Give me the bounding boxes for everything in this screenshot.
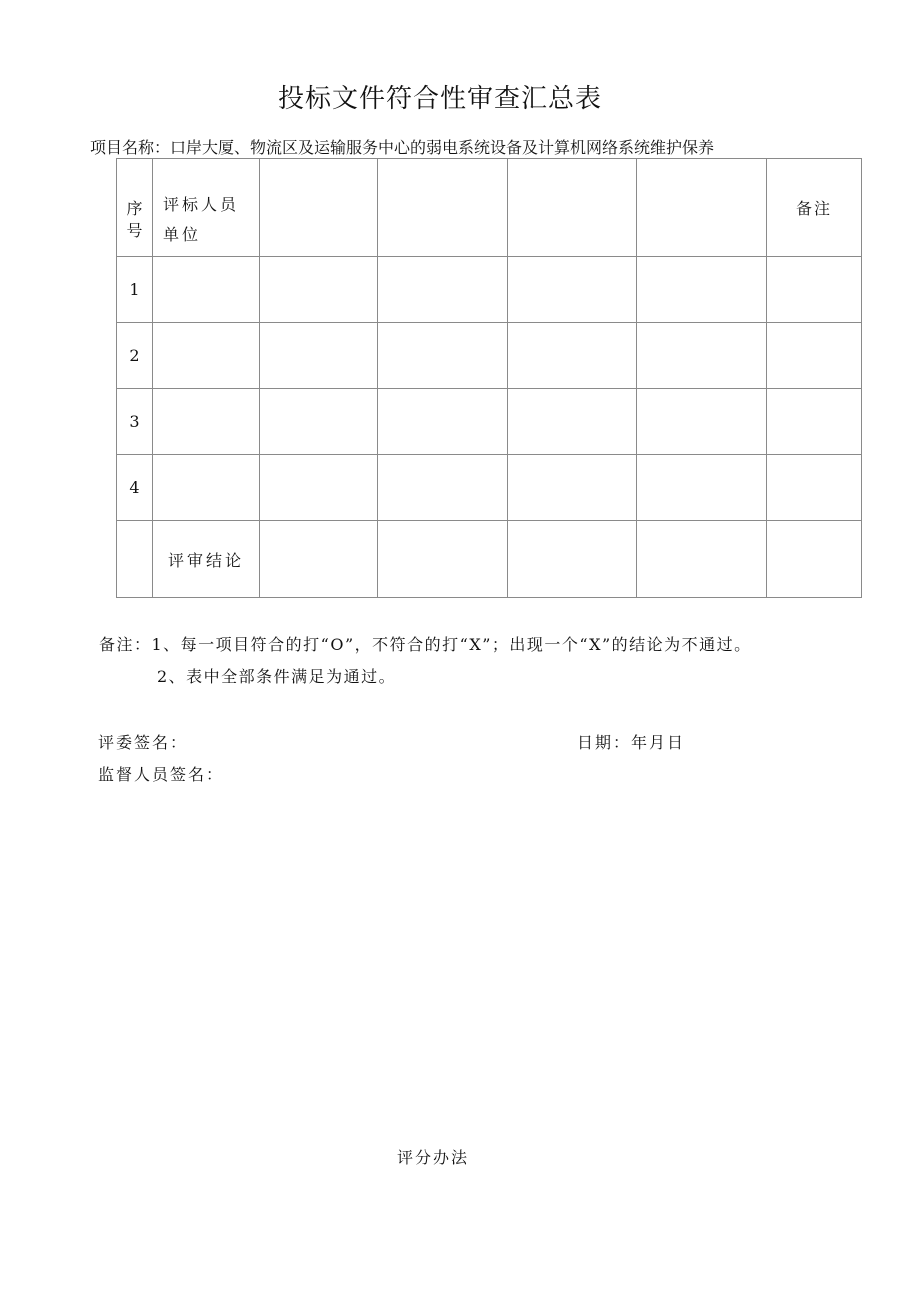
project-label: 项目名称： [90,138,171,157]
table-cell [767,521,862,598]
project-name: 口岸大厦、物流区及运输服务中心的弱电系统设备及计算机网络系统维护保养 [170,138,715,157]
header-note: 备注 [767,159,862,257]
table-cell [508,521,637,598]
table-row [117,389,862,455]
table-cell [153,389,260,455]
header-cell-blank [508,159,637,257]
table-cell [260,455,378,521]
table-cell [153,455,260,521]
table-cell [260,521,378,598]
row-seq: 2 [117,323,153,389]
row-seq: 4 [117,455,153,521]
table-row [117,257,862,323]
table-cell [378,521,508,598]
table-cell [637,389,767,455]
table-cell [260,389,378,455]
table-row [117,323,862,389]
conclusion-row [117,521,862,598]
table-cell [260,323,378,389]
table-row [117,455,862,521]
project-name-line [90,135,714,158]
table-cell [153,323,260,389]
table-cell [767,455,862,521]
table-cell [117,521,153,598]
table-header-row [117,159,862,257]
table-cell [508,389,637,455]
table-cell [153,257,260,323]
table-cell [508,257,637,323]
judges-signature-label: 评委签名： [98,733,189,752]
date-label: 日期：年月日 [577,733,686,752]
header-cell-blank [260,159,378,257]
header-seq: 序号 [117,159,153,257]
row-seq: 3 [117,389,153,455]
header-cell-blank [378,159,508,257]
header-cell-blank [637,159,767,257]
table-cell [767,323,862,389]
table-cell [637,455,767,521]
section-heading-scoring-method: 评分办法 [396,1148,469,1167]
table-cell [378,257,508,323]
review-summary-table [116,158,862,598]
table-cell [378,455,508,521]
table-cell [767,257,862,323]
supervisor-signature-label: 监督人员签名： [98,765,225,784]
document-title: 投标文件符合性审查汇总表 [277,84,602,114]
table-cell [508,455,637,521]
table-cell [637,521,767,598]
table-cell [508,323,637,389]
table-cell [637,257,767,323]
table-cell [378,389,508,455]
header-evaluator-unit: 评标人员单位 [153,159,260,257]
note-line-2: 2、表中全部条件满足为通过。 [157,667,397,686]
note-line-1: 备注：1、每一项目符合的打“O”，不符合的打“X”；出现一个“X”的结论为不通过。 [99,635,752,654]
table-cell [260,257,378,323]
table-cell [637,323,767,389]
table-cell [378,323,508,389]
table-cell [767,389,862,455]
row-seq: 1 [117,257,153,323]
conclusion-label: 评审结论 [153,521,260,598]
